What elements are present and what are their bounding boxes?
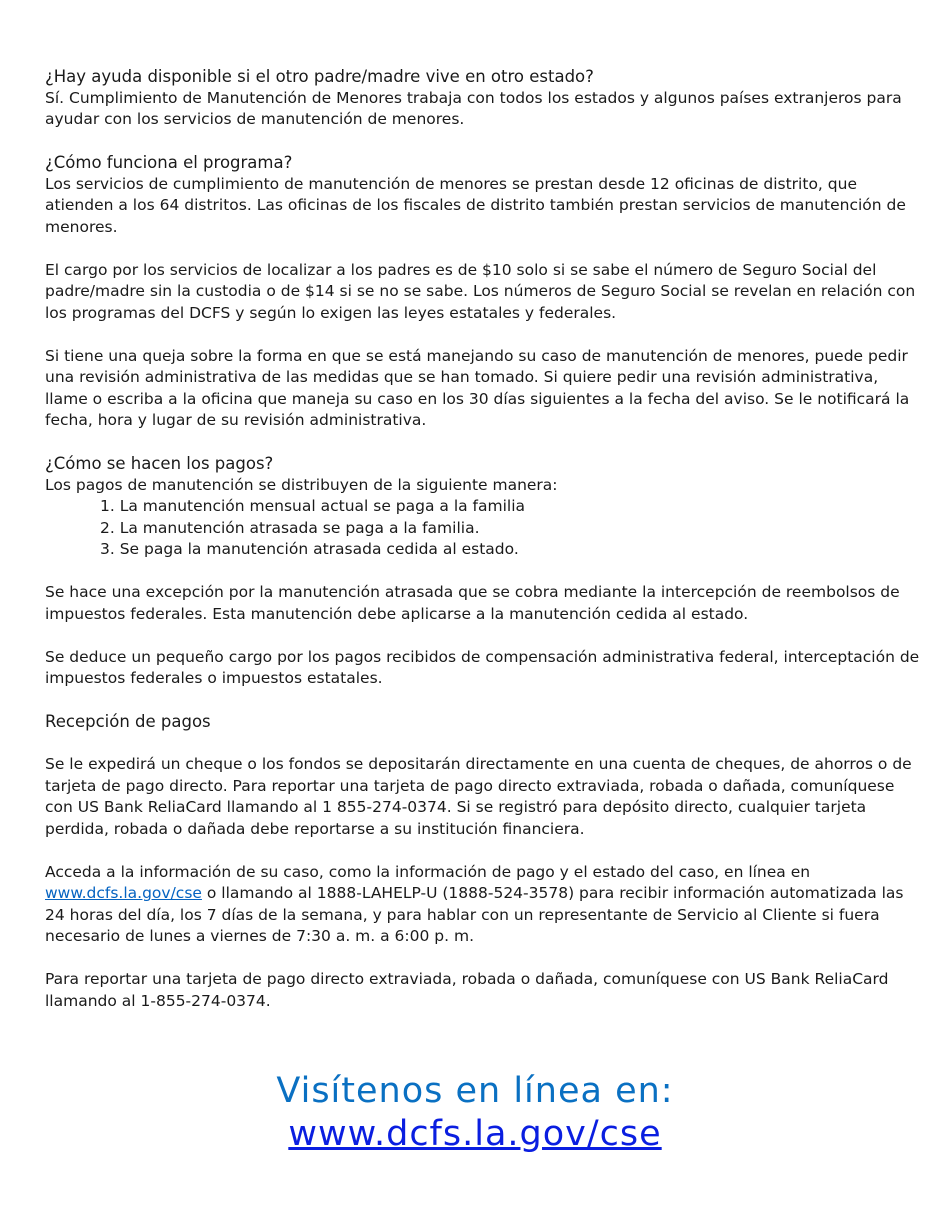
list-item: 2. La manutención atrasada se paga a la familia.: [100, 518, 480, 537]
section-complaints: [45, 346, 920, 432]
section-text: Si tiene una queja sobre la forma en que se está manejando su caso de manutención de menores, puede pedir una revisión administrativa de las medidas que se han tomado. Si quiere pedir una revisión administrativa, llame o escriba a la oficina que maneja su caso en los 30 días siguientes a la fecha del aviso. Se le notificará la fecha, hora y lugar de su revisión administrativa.: [45, 346, 910, 429]
section-heading: ¿Hay ayuda disponible si el otro padre/madre vive en otro estado?: [45, 67, 594, 86]
section-text: [45, 862, 920, 948]
visit-label: Visítenos en línea en:: [276, 1071, 674, 1111]
section-small-fee: [45, 647, 920, 690]
section-text: Se deduce un pequeño cargo por los pagos recibidos de compensación administrativa federal, interceptación de impuestos federales o impuestos estatales.: [45, 647, 920, 687]
list-item: 3. Se paga la manutención atrasada cedida al estado.: [100, 540, 519, 558]
section-interstate: [45, 66, 920, 131]
payment-order-list: [45, 496, 920, 561]
section-exception: [45, 582, 920, 625]
section-text: Sí. Cumplimiento de Manutención de Menores trabaja con todos los estados y algunos países extranjeros para ayudar con los servicios de manutención de menores.: [45, 88, 902, 128]
section-access: [45, 862, 920, 948]
footer-website-link[interactable]: www.dcfs.la.gov/cse: [288, 1114, 662, 1154]
section-text: El cargo por los servicios de localizar a los padres es de $10 solo si se sabe el número de Seguro Social del padre/madre sin la custodia o de $14 si se no se sabe. Los números de Seguro Social se revelan en relación con los programas del DCFS y según lo exigen las leyes estatales y federales.: [45, 260, 916, 322]
section-text: Se le expedirá un cheque o los fondos se depositarán directamente en una cuenta de cheques, de ahorros o de tarjeta de pago directo. Para reportar una tarjeta de pago directo extraviada, robada o dañada, comuníquese con US Bank ReliaCard llamando al 1 855-274-0374. Si se registró para depósito directo, cualquier tarjeta perdida, robada o dañada debe reportarse a su institución financiera.: [45, 755, 912, 838]
section-receipt: [45, 754, 920, 840]
section-how-it-works: [45, 152, 920, 238]
section-heading: ¿Cómo funciona el programa?: [45, 153, 293, 172]
section-heading: ¿Cómo se hacen los pagos?: [45, 454, 274, 473]
list-item: 1. La manutención mensual actual se paga a la familia: [100, 497, 526, 515]
section-text: Los pagos de manutención se distribuyen de la siguiente manera:: [45, 475, 558, 494]
section-text: Se hace una excepción por la manutención atrasada que se cobra mediante la intercepción de reembolsos de impuestos federales. Esta manutención debe aplicarse a la manutención cedida al estado.: [45, 583, 900, 623]
access-text-after: o llamando al 1888-LAHELP-U (1888-524-3578) para recibir información automatizada las 24 horas del día, los 7 días de la semana, y para hablar con un representante de Servicio al Cliente si fuera necesario de lunes a viernes de 7:30 a. m. a 6:00 p. m.: [45, 884, 904, 945]
access-text-before: Acceda a la información de su caso, como la información de pago y el estado del caso, en línea en: [45, 862, 811, 881]
dcfs-cse-link[interactable]: www.dcfs.la.gov/cse: [45, 884, 202, 902]
section-text: Los servicios de cumplimiento de manutención de menores se prestan desde 12 oficinas de distrito, que atienden a los 64 distritos. Las oficinas de los fiscales de distrito también prestan servicios de manutención de menores.: [45, 174, 906, 236]
section-report-card: [45, 969, 920, 1012]
section-payments: [45, 453, 920, 561]
section-fees: [45, 260, 920, 325]
document-body: [45, 66, 920, 1034]
section-text: Para reportar una tarjeta de pago directo extraviada, robada o dañada, comuníquese con US Bank ReliaCard llamando al 1-855-274-0374.: [45, 970, 889, 1010]
section-heading-receipt: Recepción de pagos: [45, 712, 211, 731]
visit-online-footer: [0, 1070, 950, 1156]
